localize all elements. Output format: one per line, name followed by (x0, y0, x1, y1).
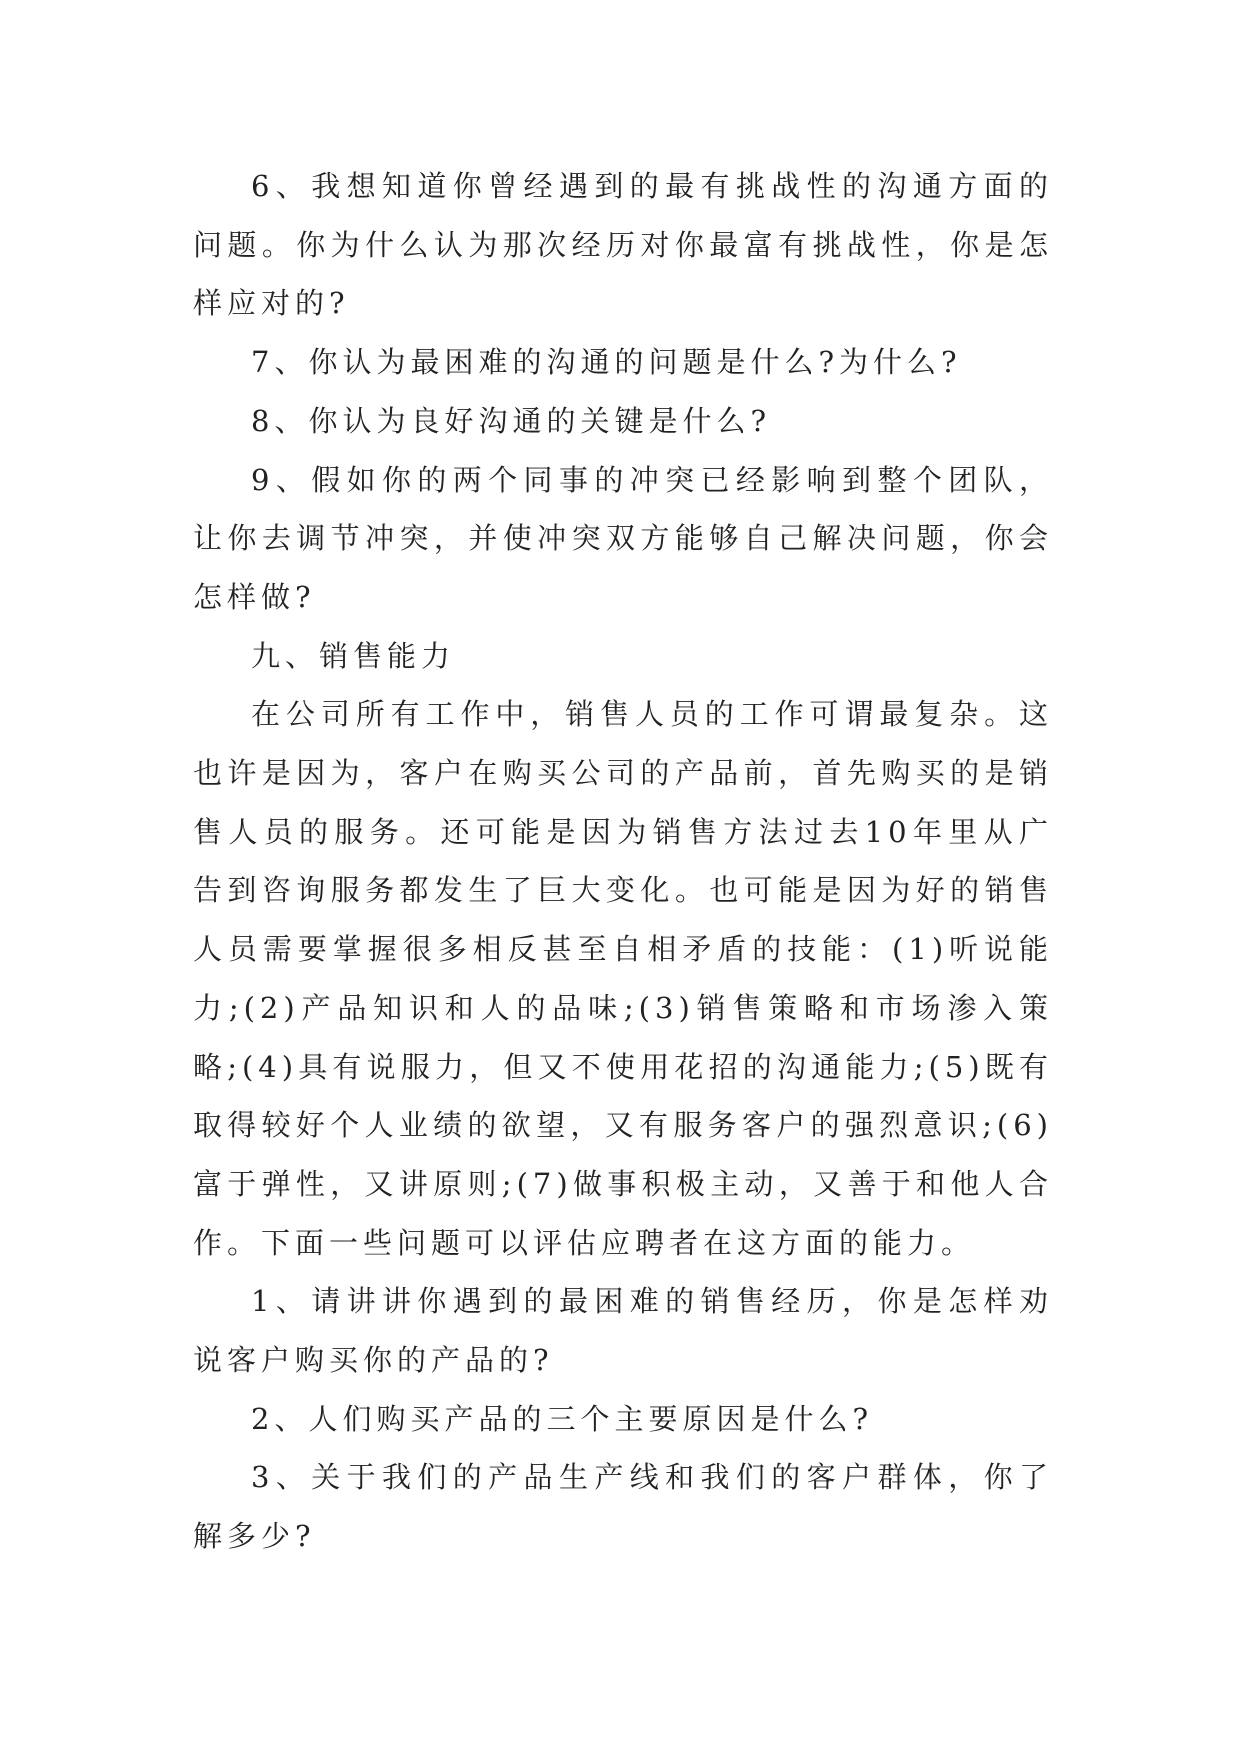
section-heading-sales-ability: 九、销售能力 (251, 638, 456, 673)
document-page (193, 157, 1053, 1566)
sales-question-1-paragraph: 1、请讲讲你遇到的最困难的销售经历，你是怎样劝说客户购买你的产品的? (193, 1284, 1053, 1378)
question-7-paragraph: 7、你认为最困难的沟通的问题是什么?为什么? (251, 345, 962, 380)
question-8-paragraph: 8、你认为良好沟通的关键是什么? (251, 403, 771, 438)
sales-intro-paragraph: 在公司所有工作中，销售人员的工作可谓最复杂。这也许是因为，客户在购买公司的产品前，首先购买的是销售人员的服务。还可能是因为销售方法过去10年里从广告到咨询服务都发生了巨大变化。也可能是因为好的销售人员需要掌握很多相反甚至自相矛盾的技能：(1)听说能力;(2)产品知识和人的品味;(3)销售策略和市场渗入策略;(4)具有说服力，但又不使用花招的沟通能力;(5)既有取得较好个人业绩的欲望，又有服务客户的强烈意识;(6)富于弹性，又讲原则;(7)做事积极主动，又善于和他人合作。下面一些问题可以评估应聘者在这方面的能力。 (193, 697, 1053, 1260)
sales-question-2-paragraph: 2、人们购买产品的三个主要原因是什么? (251, 1401, 873, 1436)
question-9-paragraph: 9、假如你的两个同事的冲突已经影响到整个团队，让你去调节冲突，并使冲突双方能够自己解决问题，你会怎样做? (193, 462, 1053, 614)
question-6-paragraph: 6、我想知道你曾经遇到的最有挑战性的沟通方面的问题。你为什么认为那次经历对你最富有挑战性，你是怎样应对的? (193, 169, 1053, 321)
sales-question-3-paragraph: 3、关于我们的产品生产线和我们的客户群体，你了解多少? (193, 1460, 1053, 1554)
